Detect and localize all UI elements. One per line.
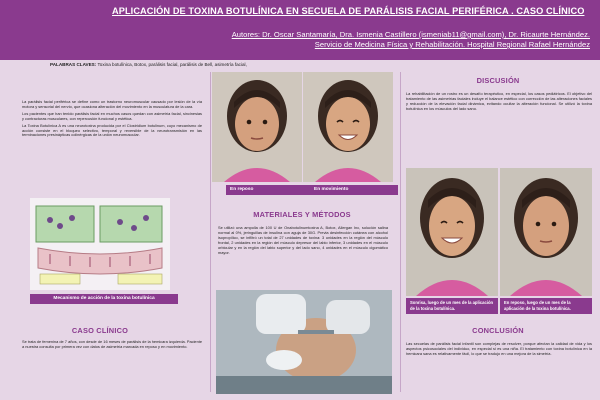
conclusion-text: Las secuelas de parálisis facial infantil son complejas de resolver, porque afectan la calidad de vida y los aspectos psicosociales del individuo, en especial si es una niña. El tratamiento con toxina botulínica en la hemicara sana es relativamente fácil, lo que se tradujo en una mejora de la simetría.	[406, 341, 592, 356]
methods-heading: MATERIALES Y MÉTODOS	[253, 210, 351, 219]
authors-line-1: Autores: Dr. Oscar Santamaría, Dra. Ismenia Castillero (ismeniab11@gmail.com), Dr. Ricaurte Hernández.	[231, 30, 590, 39]
photo-caption-rest: En reposo	[226, 185, 314, 195]
intro-paragraph-1: La parálisis facial periférica se define como un trastorno neuromuscular causado por lesión de la vía motora y sensorial del nervio, que ocasiona alteración del movimiento en la musculatura de la cara.	[22, 99, 202, 109]
conclusion-section	[406, 342, 592, 359]
methods-section	[218, 226, 388, 257]
left-column	[22, 100, 202, 140]
keywords-label: PALABRAS CLAVES:	[50, 62, 97, 67]
keywords-line	[50, 62, 247, 67]
caption-rest-after: En reposo, luego de un mes de la aplicación de la toxina botulínica.	[500, 298, 592, 314]
keywords-text: Toxina botulínica, Botox, parálisis facial, parálisis de Bell, asimetría facial,	[97, 62, 247, 67]
patient-photo-rest	[212, 72, 302, 182]
patient-photo-movement	[303, 72, 393, 182]
photo-caption-movement: En movimiento	[310, 185, 398, 195]
methods-text: Se utilizó una ampolla de 100 U de Onabotulinumtoxina A, Botox, Allergan Inc, solución salina normal al 0%, jeringuillas de insulina con aguja de 30G. Previa desinfección cutánea con alcohol isopropílico, se infiltró un total de 27 unidades de toxina: 3 unidades en la región del músculo frontal, 2 unidades en la región del músculo depresor del labio inferior, 3 unidades en el músculo orbicular y en la región del labio superior y del lado sano, 4 unidades en el músculo cigomático mayor.	[218, 225, 388, 255]
caso-clinico-section	[22, 340, 202, 352]
figure-caption: Mecanismo de acción de la toxina botulínica	[30, 294, 178, 304]
caption-smile-after: Sonrisa, luego de un mes de la aplicación de la toxina botulínica.	[406, 298, 498, 314]
intro-paragraph-3: La Toxina Botulínica A es una neurotoxina producida por el Clostridium botulinum, cuyo mecanismo de acción consiste en el bloqueo selectivo, temporal y reversible de la neurotransmisión en las terminaciones presinápticas colinérgicas de la unión neuromuscular.	[22, 122, 202, 138]
poster-title: APLICACIÓN DE TOXINA BOTULÍNICA EN SECUELA DE PARÁLISIS FACIAL PERIFÉRICA . CASO CLÍNICO	[112, 6, 585, 16]
post-treatment-smile-photo	[406, 168, 498, 296]
discusion-section	[406, 92, 592, 114]
poster-authors	[110, 30, 590, 50]
discusion-text: La rehabilitación de un rostro es un desafío terapéutico, en especial, los casos pediátricos. El objetivo del tratamiento de las asimetrías faciales incluye el balance estético con corrección de las alteraciones faciales y reducción de la elevación facial dinámica, evitando ocultar la alteración funcional. Se utilizó la toxina botulínica en los músculos del lado sano.	[406, 91, 592, 111]
column-divider-right	[400, 72, 401, 392]
procedure-photo	[216, 290, 392, 394]
post-treatment-rest-photo	[500, 168, 592, 296]
caso-clinico-text: Se trata de femenina de 7 años, con desde de 16 meses de parálisis de la hemicara izquierda. Paciente a nuestra consulta por primera vez con datos de asimetría marcada en reposo y en movimiento.	[22, 339, 202, 349]
intro-paragraph-2: Los pacientes que han tenido parálisis facial en muchos casos quedan con asimetría facial, sincinesias y contracturas musculares, con repercusión funcional y estética.	[22, 110, 202, 121]
caso-clinico-heading: CASO CLÍNICO	[71, 326, 129, 335]
column-divider-left	[210, 72, 211, 392]
conclusion-heading: CONCLUSIÓN	[472, 326, 524, 335]
neuromuscular-junction-diagram	[30, 198, 170, 290]
authors-line-2: Servicio de Medicina Física y Rehabilitación. Hospital Regional Rafael Hernández	[314, 40, 590, 49]
discusion-heading: DISCUSIÓN	[476, 76, 520, 85]
mechanism-figure	[30, 198, 170, 290]
